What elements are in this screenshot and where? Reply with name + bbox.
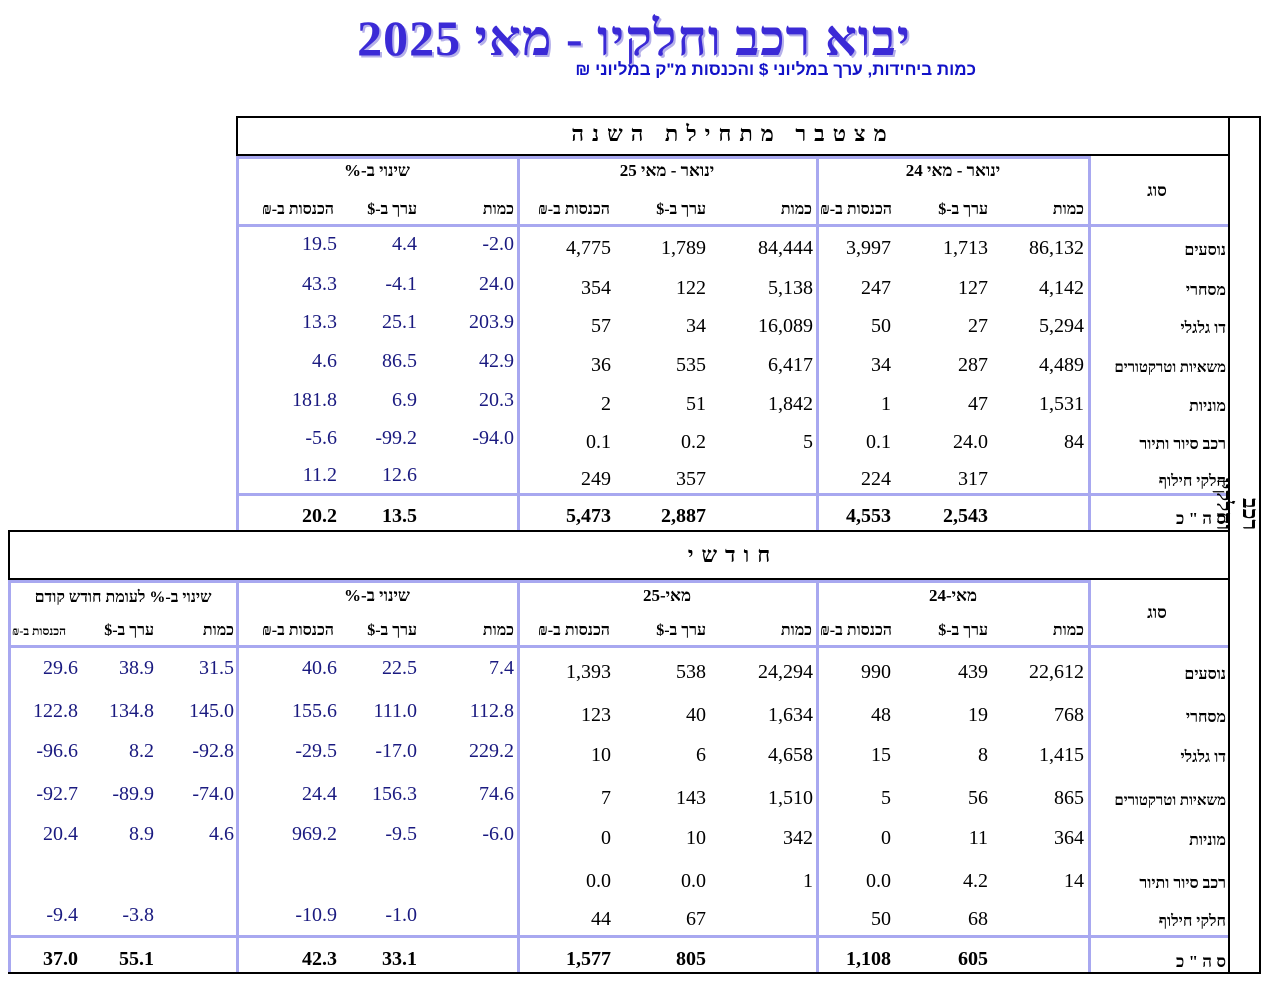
cell-value: -5.6 (305, 427, 337, 449)
cell-value: 3,997 (846, 237, 891, 259)
row-label: משאיות וטרקטורים (1114, 793, 1226, 809)
cell-value: 20.4 (43, 823, 78, 845)
cell-value: -9.4 (46, 904, 78, 926)
cell-value: 134.8 (109, 700, 154, 722)
cell-value: 2 (601, 393, 611, 415)
cell-value: 2,887 (661, 505, 706, 527)
cell-value: 969.2 (292, 823, 337, 845)
cell-value: 1 (803, 870, 813, 892)
column-header-val: ערך ב-$ (656, 201, 706, 218)
group-header-change: שינוי ב-% (344, 161, 410, 180)
cell-value: 4,489 (1039, 354, 1084, 376)
cell-value: 33.1 (382, 948, 417, 970)
column-header-qty: כמות (482, 622, 514, 639)
cell-value: 12.6 (382, 464, 417, 486)
cell-value: 34 (871, 354, 891, 376)
column-header-rev: הכנסות ב-₪ (820, 201, 892, 218)
cell-value: 4.6 (209, 823, 234, 845)
cell-value: 2,543 (943, 505, 988, 527)
grid-line (236, 493, 1228, 496)
cell-value: 0.0 (681, 870, 706, 892)
grid-line (816, 156, 819, 530)
cell-value: 10 (686, 827, 706, 849)
cell-value: 317 (958, 468, 988, 490)
cell-value: 1,789 (661, 237, 706, 259)
row-label: דו גלגלי (1180, 320, 1226, 337)
cell-value: 203.9 (469, 311, 514, 333)
page-title: יבוא רכב וחלקיו - מאי 2025 (357, 10, 911, 66)
cell-value: 51 (686, 393, 706, 415)
column-header-rev: הכנסות ב-₪ (820, 622, 892, 639)
cell-value: 43.3 (302, 273, 337, 295)
cell-value: 50 (871, 908, 891, 930)
cell-value: 44 (591, 908, 611, 930)
cell-value: 7 (601, 787, 611, 809)
column-header-val: ערך ב-$ (938, 201, 988, 218)
cell-value: 1,415 (1039, 744, 1084, 766)
cell-value: 40 (686, 704, 706, 726)
cell-value: 4,775 (566, 237, 611, 259)
cell-value: 4.4 (392, 233, 417, 255)
cell-value: 357 (676, 468, 706, 490)
cell-value: 1 (881, 393, 891, 415)
cell-value: 19.5 (302, 233, 337, 255)
column-header-qty: כמות (1052, 201, 1084, 218)
column-header-rev: הכנסות ב-₪ (538, 201, 610, 218)
grid-line (8, 645, 1228, 648)
cell-value: 0.1 (866, 431, 891, 453)
cell-value: 16,089 (758, 315, 813, 337)
cell-value: 5,138 (768, 277, 813, 299)
cell-value: 287 (958, 354, 988, 376)
cell-value: 7.4 (489, 657, 514, 679)
cell-value: 34 (686, 315, 706, 337)
cell-value: 0.1 (586, 431, 611, 453)
column-header-val: ערך ב-$ (367, 201, 417, 218)
cell-value: 31.5 (199, 657, 234, 679)
cell-value: 67 (686, 908, 706, 930)
cell-value: 249 (581, 468, 611, 490)
cell-value: 342 (783, 827, 813, 849)
cell-value: 364 (1054, 827, 1084, 849)
cell-value: 84,444 (758, 237, 813, 259)
cell-value: 20.2 (302, 505, 337, 527)
cell-value: 1,108 (846, 948, 891, 970)
cell-value: 8.2 (129, 740, 154, 762)
cell-value: 38.9 (119, 657, 154, 679)
cell-value: -17.0 (375, 740, 417, 762)
row-label: ס ה " כ (1176, 509, 1226, 528)
grid-line (517, 580, 520, 972)
cell-value: 47 (968, 393, 988, 415)
cell-value: 4,142 (1039, 277, 1084, 299)
cell-value: 50 (871, 315, 891, 337)
row-label: מוניות (1189, 832, 1226, 849)
cell-value: 805 (676, 948, 706, 970)
column-header-qty: כמות (482, 201, 514, 218)
cell-value: 24.0 (953, 431, 988, 453)
cell-value: 1,393 (566, 661, 611, 683)
cell-value: 25.1 (382, 311, 417, 333)
cell-value: 86,132 (1029, 237, 1084, 259)
group-header-change: שינוי ב-% (344, 586, 410, 605)
cell-value: 11.2 (302, 464, 337, 486)
column-header-val: ערך ב-$ (367, 622, 417, 639)
cell-value: 5 (803, 431, 813, 453)
row-label: חלקי חילוף (1158, 913, 1226, 930)
cell-value: -92.7 (36, 783, 78, 805)
row-label: מסחרי (1185, 282, 1226, 299)
column-header-val: ערך ב-$ (656, 622, 706, 639)
cell-value: 55.1 (119, 948, 154, 970)
cell-value: 5 (881, 787, 891, 809)
cell-value: 990 (861, 661, 891, 683)
cell-value: 24.0 (479, 273, 514, 295)
row-label: נוסעים (1184, 666, 1226, 683)
cell-value: 11 (968, 827, 988, 849)
cell-value: 19 (968, 704, 988, 726)
cell-value: 74.6 (479, 783, 514, 805)
row-label: ס ה " כ (1176, 952, 1226, 971)
cell-value: 229.2 (469, 740, 514, 762)
cell-value: 15 (871, 744, 891, 766)
cell-value: 4.6 (312, 350, 337, 372)
cell-value: -4.1 (385, 273, 417, 295)
cell-value: 6 (696, 744, 706, 766)
cell-value: 605 (958, 948, 988, 970)
cell-value: -92.8 (192, 740, 234, 762)
cell-value: 37.0 (43, 948, 78, 970)
grid-line (517, 156, 520, 530)
cell-value: 224 (861, 468, 891, 490)
column-header-qty: כמות (1052, 622, 1084, 639)
column-header-val: ערך ב-$ (938, 622, 988, 639)
cell-value: 122.8 (33, 700, 78, 722)
type-header: סוג (1147, 181, 1167, 200)
cell-value: 865 (1054, 787, 1084, 809)
cell-value: 127 (958, 277, 988, 299)
grid-line (8, 935, 236, 938)
cell-value: 0.2 (681, 431, 706, 453)
cell-value: -89.9 (112, 783, 154, 805)
cell-value: 6.9 (392, 389, 417, 411)
cell-value: 0 (881, 827, 891, 849)
cell-value: 22.5 (382, 657, 417, 679)
cell-value: 112.8 (469, 700, 514, 722)
cell-value: 123 (581, 704, 611, 726)
cell-value: 68 (968, 908, 988, 930)
cell-value: -99.2 (375, 427, 417, 449)
cell-value: 535 (676, 354, 706, 376)
cell-value: 439 (958, 661, 988, 683)
grid-line (236, 580, 239, 972)
cell-value: 57 (591, 315, 611, 337)
cell-value: 10 (591, 744, 611, 766)
grid-line (236, 224, 1228, 227)
cell-value: 29.6 (43, 657, 78, 679)
cell-value: 538 (676, 661, 706, 683)
section-title: חודשי (687, 542, 779, 567)
cell-value: -3.8 (122, 904, 154, 926)
cell-value: 42.3 (302, 948, 337, 970)
row-label: רכב סיור ותיור (1139, 436, 1226, 453)
group-header-curr: מאי-25 (642, 586, 692, 605)
grid-line (236, 935, 1228, 938)
cell-value: 84 (1064, 431, 1084, 453)
row-label: משאיות וטרקטורים (1114, 360, 1226, 376)
cell-value: 1,510 (768, 787, 813, 809)
cell-value: 56 (968, 787, 988, 809)
cell-value: 1,842 (768, 393, 813, 415)
column-header-rev: הכנסות ב-₪ (262, 201, 334, 218)
grid-line (236, 156, 239, 530)
group-header-prev: ינואר - מאי 24 (905, 161, 1001, 180)
cell-value: -74.0 (192, 783, 234, 805)
cell-value: 4,553 (846, 505, 891, 527)
row-label: רכב סיור ותיור (1139, 875, 1226, 892)
cell-value: 22,612 (1029, 661, 1084, 683)
cell-value: 247 (861, 277, 891, 299)
section-title: מצטבר מתחילת השנה (571, 121, 895, 146)
row-label: מסחרי (1185, 709, 1226, 726)
cell-value: 86.5 (382, 350, 417, 372)
cell-value: 354 (581, 277, 611, 299)
cell-value: 145.0 (189, 700, 234, 722)
cell-value: 8.9 (129, 823, 154, 845)
grid-line (236, 156, 1088, 159)
cell-value: 13.3 (302, 311, 337, 333)
cell-value: 6,417 (768, 354, 813, 376)
row-label: נוסעים (1184, 242, 1226, 259)
cell-value: 0 (601, 827, 611, 849)
cell-value: 27 (968, 315, 988, 337)
cell-value: -29.5 (295, 740, 337, 762)
column-header-qty: כמות (780, 201, 812, 218)
cell-value: 14 (1064, 870, 1084, 892)
cell-value: 1,531 (1039, 393, 1084, 415)
cell-value: 42.9 (479, 350, 514, 372)
cell-value: 40.6 (302, 657, 337, 679)
side-label: רכב וחלקיו (1212, 477, 1263, 530)
cell-value: -96.6 (36, 740, 78, 762)
column-header-rev: הכנסות ב-₪ (538, 622, 610, 639)
row-label: מוניות (1189, 398, 1226, 415)
cell-value: 5,294 (1039, 315, 1084, 337)
group-header-curr: ינואר - מאי 25 (619, 161, 715, 180)
column-header-qty: כמות (780, 622, 812, 639)
cell-value: 768 (1054, 704, 1084, 726)
cell-value: 181.8 (292, 389, 337, 411)
cell-value: 5,473 (566, 505, 611, 527)
type-header: סוג (1147, 603, 1167, 622)
column-header-rev: הכנסות ב-₪ (262, 622, 334, 639)
cell-value: 0.0 (866, 870, 891, 892)
cell-value: 13.5 (382, 505, 417, 527)
page-subtitle: כמות ביחידות, ערך במליוני $ והכנסות מ"ק במליוני ₪ (575, 60, 976, 79)
grid-line (8, 580, 11, 972)
grid-line (8, 580, 1088, 583)
row-label: דו גלגלי (1180, 749, 1226, 766)
cell-value: 143 (676, 787, 706, 809)
group-header-mom: שינוי ב-% לעומת חודש קודם (34, 589, 212, 606)
row-label: חלקי חילוף (1158, 473, 1226, 490)
cell-value: 4.2 (963, 870, 988, 892)
cell-value: 48 (871, 704, 891, 726)
column-header-val: ערך ב-$ (104, 622, 154, 639)
cell-value: -9.5 (385, 823, 417, 845)
cell-value: -10.9 (295, 904, 337, 926)
cell-value: 1,634 (768, 704, 813, 726)
cell-value: 1,577 (566, 948, 611, 970)
cell-value: 8 (978, 744, 988, 766)
column-header-rev: הכנסות ב-₪ (12, 624, 66, 638)
cell-value: 155.6 (292, 700, 337, 722)
cell-value: -1.0 (385, 904, 417, 926)
cell-value: 111.0 (373, 700, 417, 722)
cell-value: 36 (591, 354, 611, 376)
cell-value: 4,658 (768, 744, 813, 766)
cell-value: 122 (676, 277, 706, 299)
cell-value: 20.3 (479, 389, 514, 411)
cell-value: 24,294 (758, 661, 813, 683)
cell-value: -2.0 (482, 233, 514, 255)
column-header-qty: כמות (202, 622, 234, 639)
cell-value: 24.4 (302, 783, 337, 805)
cell-value: 0.0 (586, 870, 611, 892)
cell-value: -6.0 (482, 823, 514, 845)
cell-value: 156.3 (372, 783, 417, 805)
group-header-prev: מאי-24 (928, 586, 978, 605)
cell-value: 1,713 (943, 237, 988, 259)
grid-line (816, 580, 819, 972)
cell-value: -94.0 (472, 427, 514, 449)
